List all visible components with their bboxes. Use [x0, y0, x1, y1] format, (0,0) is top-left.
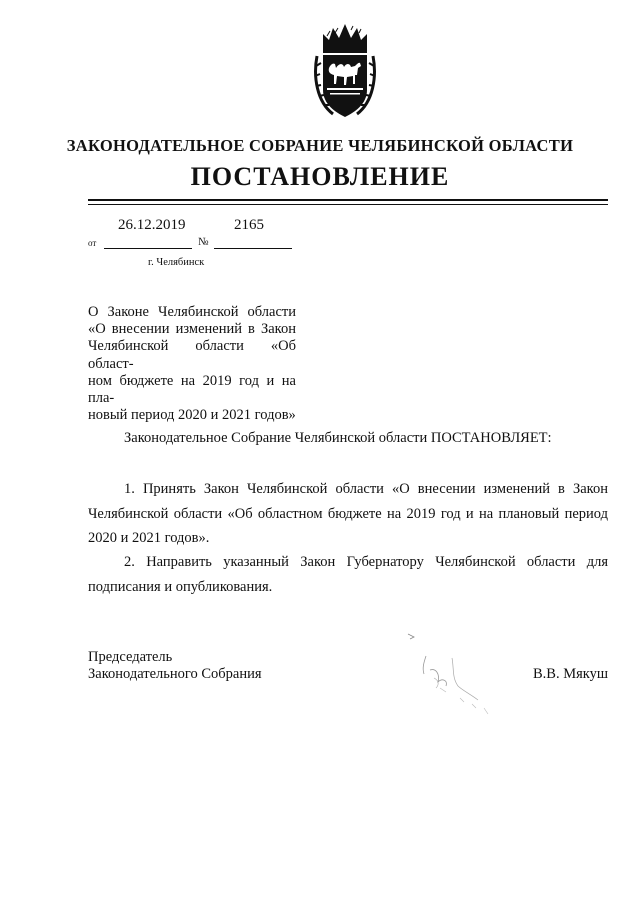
city-label: г. Челябинск — [148, 257, 205, 268]
organization-title: ЗАКОНОДАТЕЛЬНОЕ СОБРАНИЕ ЧЕЛЯБИНСКОЙ ОБЛАСТИ — [66, 136, 574, 155]
resolves-statement: Законодательное Собрание Челябинской области ПОСТАНОВЛЯЕТ: — [124, 430, 552, 446]
signatory-title-line: Председатель — [88, 649, 173, 665]
document-date: 26.12.2019 — [118, 217, 186, 233]
handwritten-signature — [400, 628, 510, 718]
signatory-name: В.В. Мякуш — [533, 666, 609, 682]
subject-line: ном бюджете на 2019 год и на пла- — [88, 372, 296, 407]
subject-line: О Законе Челябинской области — [88, 304, 296, 320]
number-label: № — [198, 236, 209, 248]
date-underline — [104, 248, 192, 249]
coat-of-arms-emblem — [313, 22, 377, 120]
document-number: 2165 — [234, 217, 264, 233]
signatory-title-line: Законодательного Собрания — [88, 665, 262, 682]
header-rule-thin — [88, 204, 608, 205]
date-label: от — [88, 238, 97, 248]
subject-line: Челябинской области «Об област- — [88, 338, 296, 372]
signatory-title — [88, 649, 262, 682]
header-rule-thick — [88, 199, 608, 201]
crown-icon — [323, 24, 367, 48]
document-type-title: ПОСТАНОВЛЕНИЕ — [190, 162, 450, 191]
subject-line: новый период 2020 и 2021 годов» — [88, 407, 296, 424]
resolution-paragraph-2: 2. Направить указанный Закон Губернатору Челябинской области для подписания и опубликования. — [88, 554, 608, 595]
number-underline — [214, 248, 292, 249]
subject-line: «О внесении изменений в Закон — [88, 321, 296, 338]
resolution-paragraph-1: 1. Принять Закон Челябинской области «О внесении изменений в Закон Челябинской области «Об областном бюджете на 2019 год и на плановый период 2020 и 2021 годов». — [88, 481, 608, 546]
document-subject — [88, 304, 296, 424]
